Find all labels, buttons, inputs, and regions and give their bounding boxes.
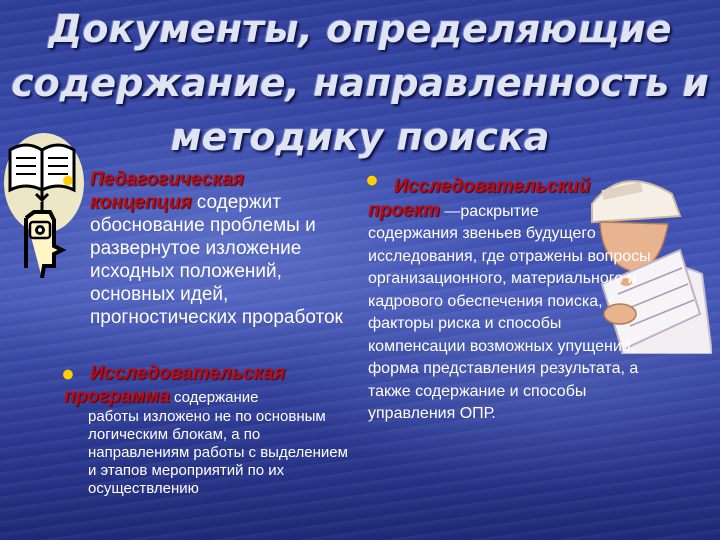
- program-heading-line2: программа: [64, 386, 170, 407]
- book-thinker-icon: [4, 128, 84, 278]
- project-text-body: содержания звеньев будущего исследования, где отражены вопросы организационного, материального и кадрового обеспечения поиска, факторы риска и способы компенсации возможных упущений, форма представления результата, а также содержание и способы управления ОПР.: [368, 225, 651, 422]
- concept-heading-line1: Педагогическая: [90, 169, 244, 190]
- bullet-marker: •: [366, 162, 378, 200]
- concept-text-tail: содержит: [191, 192, 281, 213]
- project-text-tail: —раскрытие: [439, 202, 539, 220]
- bullet-marker: •: [62, 356, 74, 394]
- slide-title: Документы, определяющие содержание, направленность и методику поиска: [11, 7, 709, 159]
- project-heading-line1: Исследовательский: [394, 176, 591, 197]
- program-text-body: работы изложено не по основным логическим блокам, а по направлениям работы с выделением и этапов мероприятий по их осуществлению: [88, 408, 348, 497]
- program-text-tail: содержание: [169, 389, 259, 406]
- concept-text-body: обоснование проблемы и развернутое изложение исходных положений, основных идей, прогностических проработок: [90, 215, 343, 328]
- program-heading-line1: Исследовательская: [90, 363, 286, 384]
- program-paragraph: [62, 356, 354, 498]
- project-heading-line2: проект: [368, 199, 440, 221]
- concept-paragraph: [90, 168, 350, 329]
- concept-heading-line2: концепция: [90, 192, 192, 213]
- project-paragraph: [368, 176, 658, 426]
- bullet-marker: •: [62, 162, 74, 200]
